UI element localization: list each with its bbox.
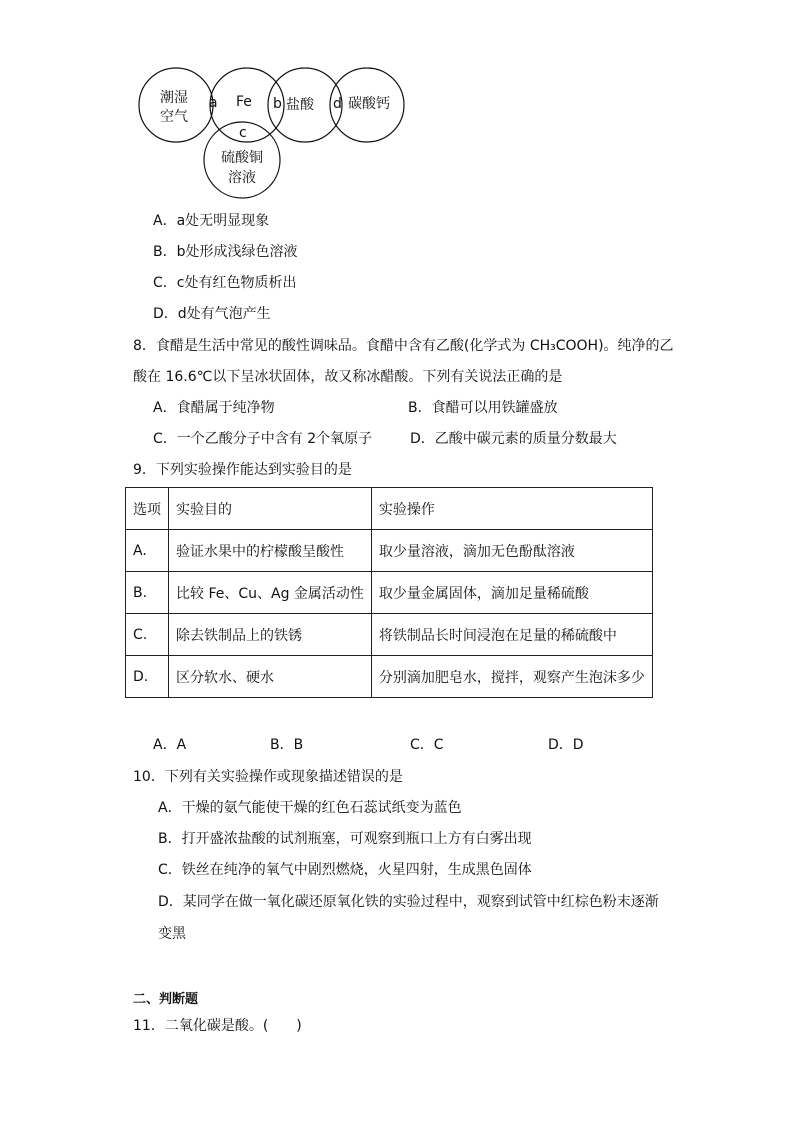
row-operation: 取少量金属固体，滴加足量稀硫酸 [371,572,652,614]
row-option: A. [126,530,169,572]
row-purpose: 区分软水、硬水 [169,656,372,698]
table-header-row [126,488,653,530]
iron-label: Fe [236,94,252,110]
table-row [126,530,653,572]
q10-option-c: C．铁丝在纯净的氧气中剧烈燃烧，火星四射，生成黑色固体 [158,862,532,878]
point-d-label: d [333,96,342,112]
row-purpose: 比较 Fe、Cu、Ag 金属活动性 [169,572,372,614]
q11-stem: 11．二氧化碳是酸。( ) [133,1018,302,1034]
q8-option-b: B．食醋可以用铁罐盛放 [408,400,558,416]
q7-option-c: C．c处有红色物质析出 [153,275,297,291]
calcium-carbonate-label: 碳酸钙 [348,96,390,112]
row-operation: 分别滴加肥皂水，搅拌，观察产生泡沫多少 [371,656,652,698]
table-row [126,656,653,698]
row-purpose: 除去铁制品上的铁锈 [169,614,372,656]
humid-air-label-1: 潮湿 [160,90,188,106]
table-row [126,572,653,614]
q9-answer-a: A．A [153,737,187,753]
copper-sulfate-label-1: 硫酸铜 [221,150,263,166]
q10-option-d-line1: D．某同学在做一氧化碳还原氧化铁的实验过程中，观察到试管中红棕色粉末逐渐 [158,894,659,910]
q8-stem-line2: 酸在 16.6℃以下呈冰状固体，故又称冰醋酸。下列有关说法正确的是 [133,369,563,385]
q10-stem: 10．下列有关实验操作或现象描述错误的是 [133,769,403,785]
q10-option-b: B．打开盛浓盐酸的试剂瓶塞，可观察到瓶口上方有白雾出现 [158,831,532,847]
row-option: B. [126,572,169,614]
q10-option-d-line2: 变黑 [158,926,186,942]
q9-experiment-table [125,487,653,698]
hydrochloric-acid-label: 盐酸 [286,97,314,113]
q8-option-c: C．一个乙酸分子中含有 2个氧原子 [153,431,373,447]
row-operation: 将铁制品长时间浸泡在足量的稀硫酸中 [371,614,652,656]
header-operation: 实验操作 [371,488,652,530]
q7-option-b: B．b处形成浅绿色溶液 [153,244,298,260]
q10-option-a: A．干燥的氨气能使干燥的红色石蕊试纸变为蓝色 [158,800,462,816]
q9-answer-d: D．D [548,737,584,753]
q7-option-d: D．d处有气泡产生 [153,306,271,322]
row-option: D. [126,656,169,698]
q8-option-a: A．食醋属于纯净物 [153,400,275,416]
row-operation: 取少量溶液，滴加无色酚酞溶液 [371,530,652,572]
q9-answer-b: B．B [270,737,304,753]
point-c-label: c [239,125,247,141]
point-a-label: a [209,95,218,111]
copper-sulfate-label-2: 溶液 [228,170,256,186]
q7-option-a: A．a处无明显现象 [153,213,270,229]
point-b-label: b [273,96,282,112]
header-option: 选项 [126,488,169,530]
q8-stem-line1: 8．食醋是生活中常见的酸性调味品。食醋中含有乙酸(化学式为 CH₃COOH)。纯净的乙 [133,338,674,354]
table-row [126,614,653,656]
header-purpose: 实验目的 [169,488,372,530]
row-option: C. [126,614,169,656]
row-purpose: 验证水果中的柠檬酸呈酸性 [169,530,372,572]
humid-air-label-2: 空气 [160,109,188,125]
section-heading-judgment: 二、判断题 [133,992,199,1007]
q9-answer-c: C．C [410,737,444,753]
q8-option-d: D．乙酸中碳元素的质量分数最大 [410,431,617,447]
q9-stem: 9．下列实验操作能达到实验目的是 [133,462,352,478]
reaction-circles-diagram [130,60,420,205]
